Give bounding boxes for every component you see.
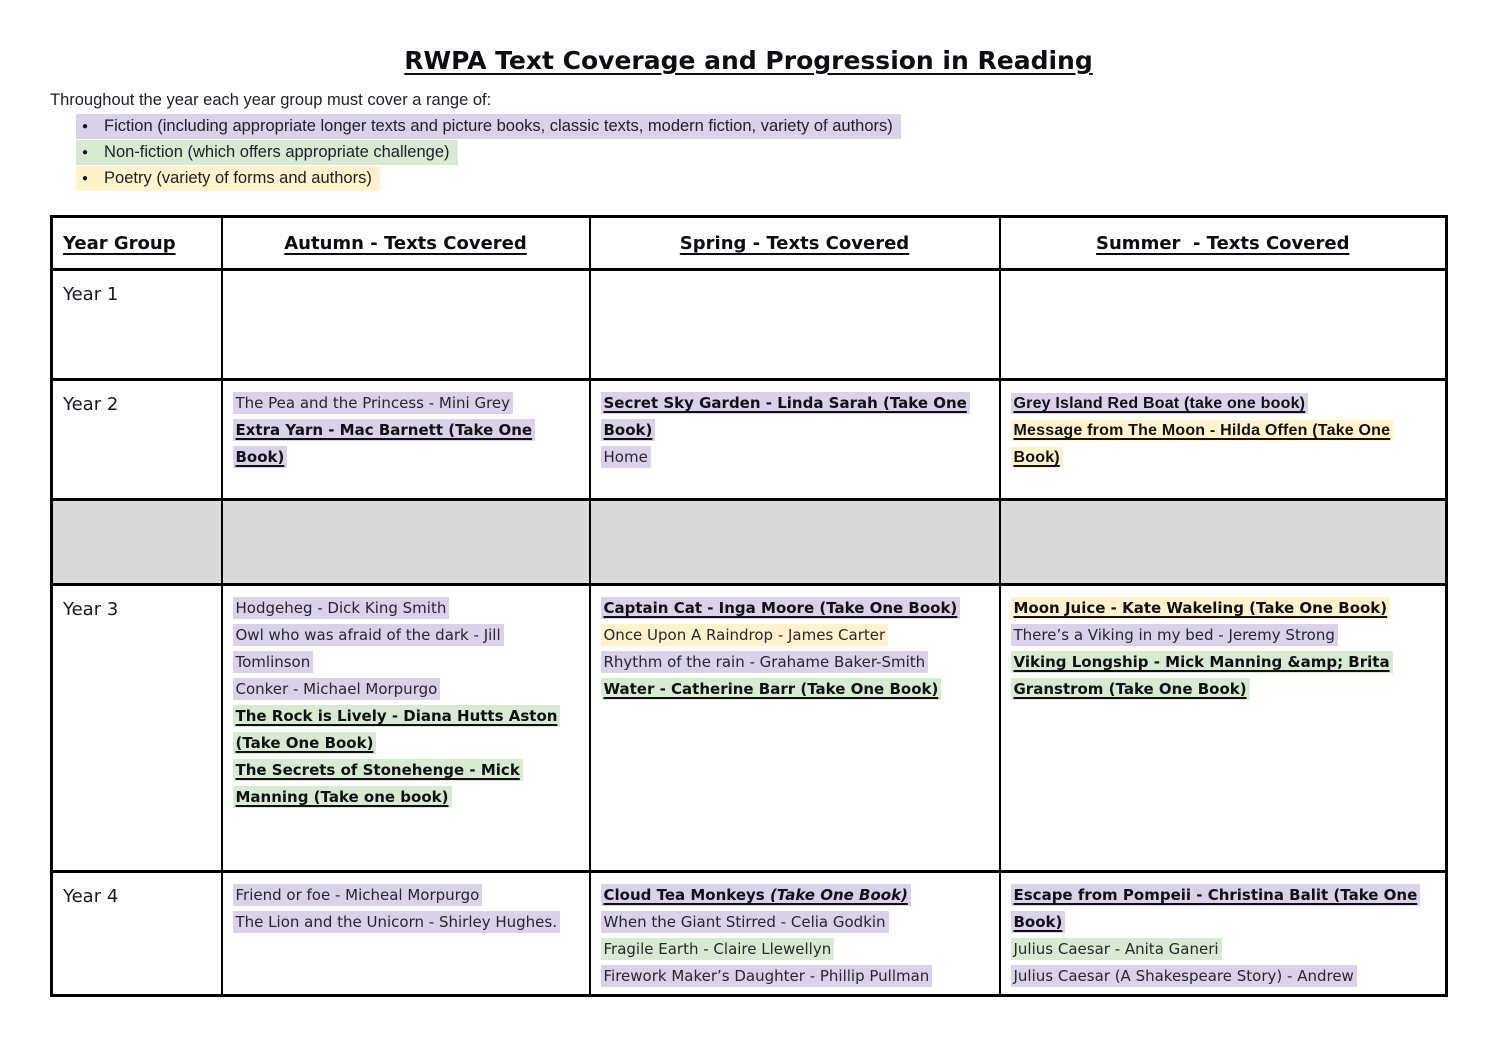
book-entry-line [601, 595, 989, 622]
texts-cell [222, 380, 590, 500]
book-entry-italic: (Take One Book) [769, 886, 908, 904]
book-entry-line [601, 963, 989, 990]
book-entry-line [601, 390, 989, 444]
texts-cell [590, 270, 1000, 380]
book-entry: When the Giant Stirred - Celia Godkin [601, 911, 889, 933]
book-entry: Rhythm of the rain - Grahame Baker-Smith [601, 651, 929, 673]
book-entry-line [233, 390, 579, 417]
book-entry: Julius Caesar (A Shakespeare Story) - Andrew [1011, 965, 1357, 987]
book-entry: Captain Cat - Inga Moore (Take One Book) [601, 597, 961, 619]
book-entry: Moon Juice - Kate Wakeling (Take One Book) [1011, 597, 1391, 619]
book-entry-line [1011, 417, 1436, 471]
column-header-text: Year Group [63, 232, 176, 254]
book-entry: The Pea and the Princess - Mini Grey [233, 392, 514, 414]
texts-cell [222, 270, 590, 380]
book-entry-line [601, 444, 989, 471]
texts-cell [590, 500, 1000, 585]
coverage-item-text: Poetry (variety of forms and authors) [104, 169, 372, 187]
book-entry-line [233, 622, 579, 676]
book-entry-line [601, 649, 989, 676]
book-entry-line [601, 936, 989, 963]
table-row [52, 500, 1447, 585]
coverage-item-text: Fiction (including appropriate longer texts and picture books, classic texts, modern fiction, variety of authors) [104, 117, 893, 135]
book-entry: Firework Maker’s Daughter - Phillip Pullman [601, 965, 933, 987]
book-entry-line [233, 757, 579, 811]
book-entry: Julius Caesar - Anita Ganeri [1011, 938, 1222, 960]
intro-text: Throughout the year each year group must cover a range of: [50, 91, 492, 109]
coverage-table [50, 215, 1448, 997]
book-entry: Fragile Earth - Claire Llewellyn [601, 938, 835, 960]
year-label-cell [52, 585, 222, 872]
bullet-icon: ● [82, 147, 89, 158]
book-entry-line [233, 676, 579, 703]
book-entry-line [1011, 390, 1436, 417]
texts-cell [590, 872, 1000, 996]
book-entry-line [1011, 963, 1436, 990]
book-entry-line [233, 703, 579, 757]
table-row [52, 270, 1447, 380]
book-entry: Hodgeheg - Dick King Smith [233, 597, 450, 619]
book-entry: Once Upon A Raindrop - James Carter [601, 624, 889, 646]
year-label-cell [52, 380, 222, 500]
book-entry: Escape from Pompeii - Christina Balit (Take One Book) [1011, 884, 1421, 933]
book-entry-line [233, 909, 579, 936]
texts-cell [590, 380, 1000, 500]
column-header [590, 217, 1000, 270]
page-title: RWPA Text Coverage and Progression in Reading [404, 46, 1093, 75]
column-header-text: Summer - Texts Covered [1096, 232, 1350, 254]
texts-cell [1000, 270, 1447, 380]
book-entry-line [1011, 936, 1436, 963]
year-label: Year 4 [63, 886, 119, 907]
column-header-text: Autumn - Texts Covered [284, 232, 527, 254]
texts-cell [1000, 585, 1447, 872]
table-header-row [52, 217, 1447, 270]
texts-cell [1000, 872, 1447, 996]
texts-cell [222, 500, 590, 585]
coverage-item [76, 114, 1447, 139]
table-row [52, 380, 1447, 500]
year-label-cell [52, 500, 222, 585]
book-entry: The Secrets of Stonehenge - Mick Manning (Take one book) [233, 759, 523, 808]
texts-cell [1000, 500, 1447, 585]
book-entry: Grey Island Red Boat (take one book) [1011, 393, 1309, 414]
coverage-list [50, 114, 1447, 191]
table-row [52, 872, 1447, 996]
book-entry: The Rock is Lively - Diana Hutts Aston (Take One Book) [233, 705, 561, 754]
book-entry: Water - Catherine Barr (Take One Book) [601, 678, 942, 700]
year-label: Year 3 [63, 599, 119, 620]
table-row [52, 585, 1447, 872]
texts-cell [1000, 380, 1447, 500]
book-entry: Cloud Tea Monkeys (Take One Book) [601, 884, 911, 906]
table-body [52, 270, 1447, 996]
book-entry-line [233, 595, 579, 622]
book-entry-line [233, 882, 579, 909]
year-label: Year 1 [63, 284, 119, 305]
book-entry: Message from The Moon - Hilda Offen (Take One Book) [1011, 420, 1394, 468]
book-entry-line [1011, 622, 1436, 649]
book-entry: Home [601, 446, 651, 468]
coverage-item-text: Non-fiction (which offers appropriate challenge) [104, 143, 450, 161]
column-header-text: Spring - Texts Covered [679, 232, 910, 254]
book-entry: Secret Sky Garden - Linda Sarah (Take One Book) [601, 392, 970, 441]
bullet-icon: ● [82, 173, 89, 184]
year-label-cell [52, 270, 222, 380]
coverage-item [76, 166, 1447, 191]
book-entry: There’s a Viking in my bed - Jeremy Strong [1011, 624, 1338, 646]
book-entry-line [601, 622, 989, 649]
book-entry-line [1011, 595, 1436, 622]
coverage-item [76, 140, 1447, 165]
book-entry: Extra Yarn - Mac Barnett (Take One Book) [233, 419, 536, 468]
book-entry: The Lion and the Unicorn - Shirley Hughes. [233, 911, 560, 933]
book-entry-line [233, 417, 579, 471]
book-entry: Viking Longship - Mick Manning &amp; Brita Granstrom (Take One Book) [1011, 651, 1393, 700]
book-entry-line [601, 676, 989, 703]
column-header [52, 217, 222, 270]
year-label-cell [52, 872, 222, 996]
book-entry-line [601, 882, 989, 909]
column-header [222, 217, 590, 270]
book-entry-line [1011, 649, 1436, 703]
bullet-icon: ● [82, 121, 89, 132]
book-entry: Friend or foe - Micheal Morpurgo [233, 884, 483, 906]
book-entry: Conker - Michael Morpurgo [233, 678, 441, 700]
year-label: Year 2 [63, 394, 119, 415]
column-header [1000, 217, 1447, 270]
book-entry-line [601, 909, 989, 936]
book-entry: Owl who was afraid of the dark - Jill Tomlinson [233, 624, 504, 673]
texts-cell [590, 585, 1000, 872]
texts-cell [222, 585, 590, 872]
texts-cell [222, 872, 590, 996]
book-entry-line [1011, 882, 1436, 936]
